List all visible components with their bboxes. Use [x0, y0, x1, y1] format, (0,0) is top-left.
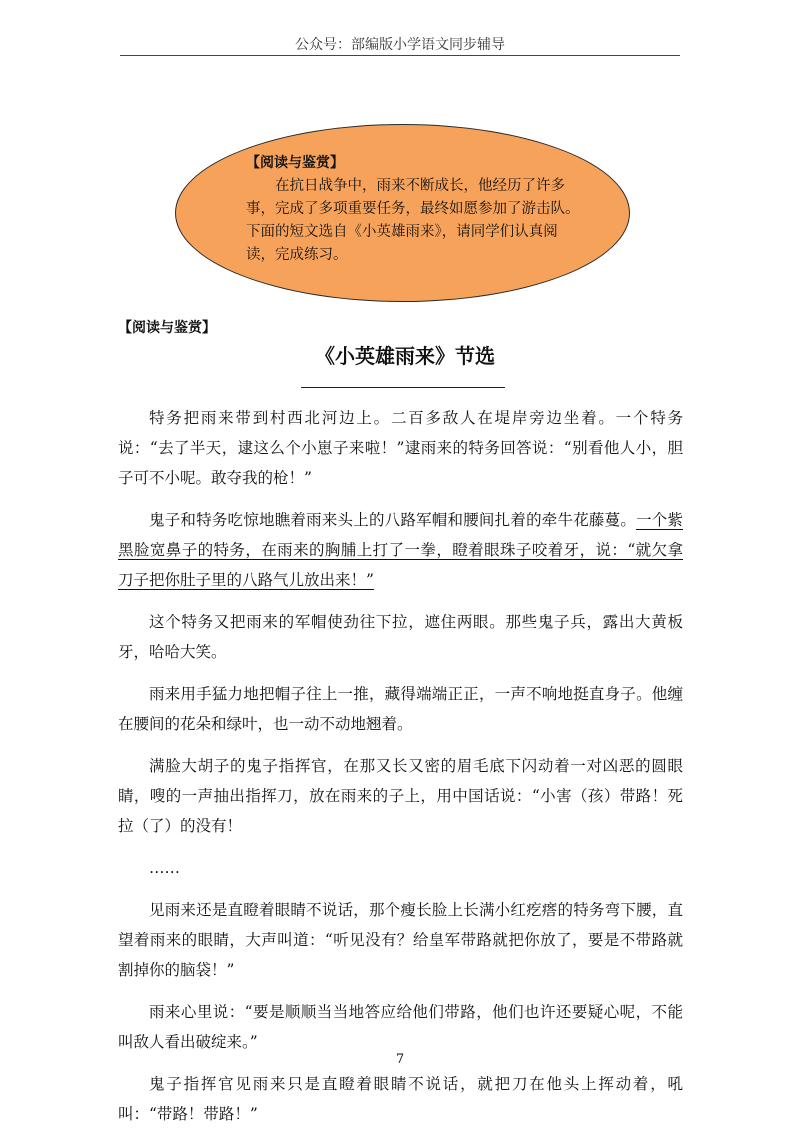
paragraph-2 [118, 505, 683, 595]
paragraph-5: 满脸大胡子的鬼子指挥官，在那又长又密的眉毛底下闪动着一对凶恶的圆眼睛，嗖的一声抽出指挥刀，放在雨来的子上，用中国话说：“小害（孩）带路！死拉（了）的没有！ [118, 757, 683, 835]
paragraph-4: 雨来用手猛力地把帽子往上一推，藏得端端正正，一声不响地挺直身子。他缠在腰间的花朵和绿叶，也一动不动地翘着。 [118, 685, 683, 733]
paragraph-3: 这个特务又把雨来的军帽使劲往下拉，遮住两眼。那些鬼子兵，露出大黄板牙，哈哈大笑。 [118, 613, 683, 661]
header-divider [120, 55, 680, 56]
page-header: 公众号：部编版小学语文同步辅导 [295, 37, 505, 53]
paragraph-7: 雨来心里说：“要是顺顺当当地答应给他们带路，他们也许还要疑心呢，不能叫敌人看出破绽来。” [118, 1003, 683, 1051]
ellipsis-marker: …… [149, 859, 180, 877]
paragraph-6: 见雨来还是直瞪着眼睛不说话，那个瘦长脸上长满小红疙瘩的特务弯下腰，直望着雨来的眼睛，大声叫道：“听见没有？给皇军带路就把你放了，要是不带路就割掉你的脑袋！” [118, 901, 683, 979]
passage-body [118, 403, 683, 1141]
intro-body: 在抗日战争中，雨来不断成长，他经历了许多事，完成了多项重要任务，最终如愿参加了游击队。下面的短文选自《小英雄雨来》，请同学们认真阅读，完成练习。 [246, 178, 580, 263]
underlined-sentence: 一个紫黑脸宽鼻子的特务，在雨来的胸脯上打了一拳，瞪着眼珠子咬着牙，说：“就欠拿刀子把你肚子里的八路气儿放出来！” [118, 511, 683, 589]
paragraph-1: 特务把雨来带到村西北河边上。二百多敌人在堤岸旁边坐着。一个特务说：“去了半天，逮这么个小崽子来啦！”逮雨来的特务回答说：“别看他人小，胆子可不小呢。敢夺我的枪！” [118, 409, 683, 487]
intro-box-text [246, 152, 586, 267]
paragraph-2-start: 鬼子和特务吃惊地瞧着雨来头上的八路军帽和腰间扎着的牵牛花藤蔓。 [149, 511, 637, 529]
intro-heading: 【阅读与鉴赏】 [246, 155, 344, 171]
paragraph-8: 鬼子指挥官见雨来只是直瞪着眼睛不说话，就把刀在他头上挥动着，吼叫：“带路！带路！” [118, 1075, 683, 1123]
page-number: 7 [395, 1052, 405, 1067]
section-label: 【阅读与鉴赏】 [118, 320, 216, 336]
passage-title: 《小英雄雨来》节选 [315, 344, 495, 368]
title-underline [301, 387, 505, 388]
